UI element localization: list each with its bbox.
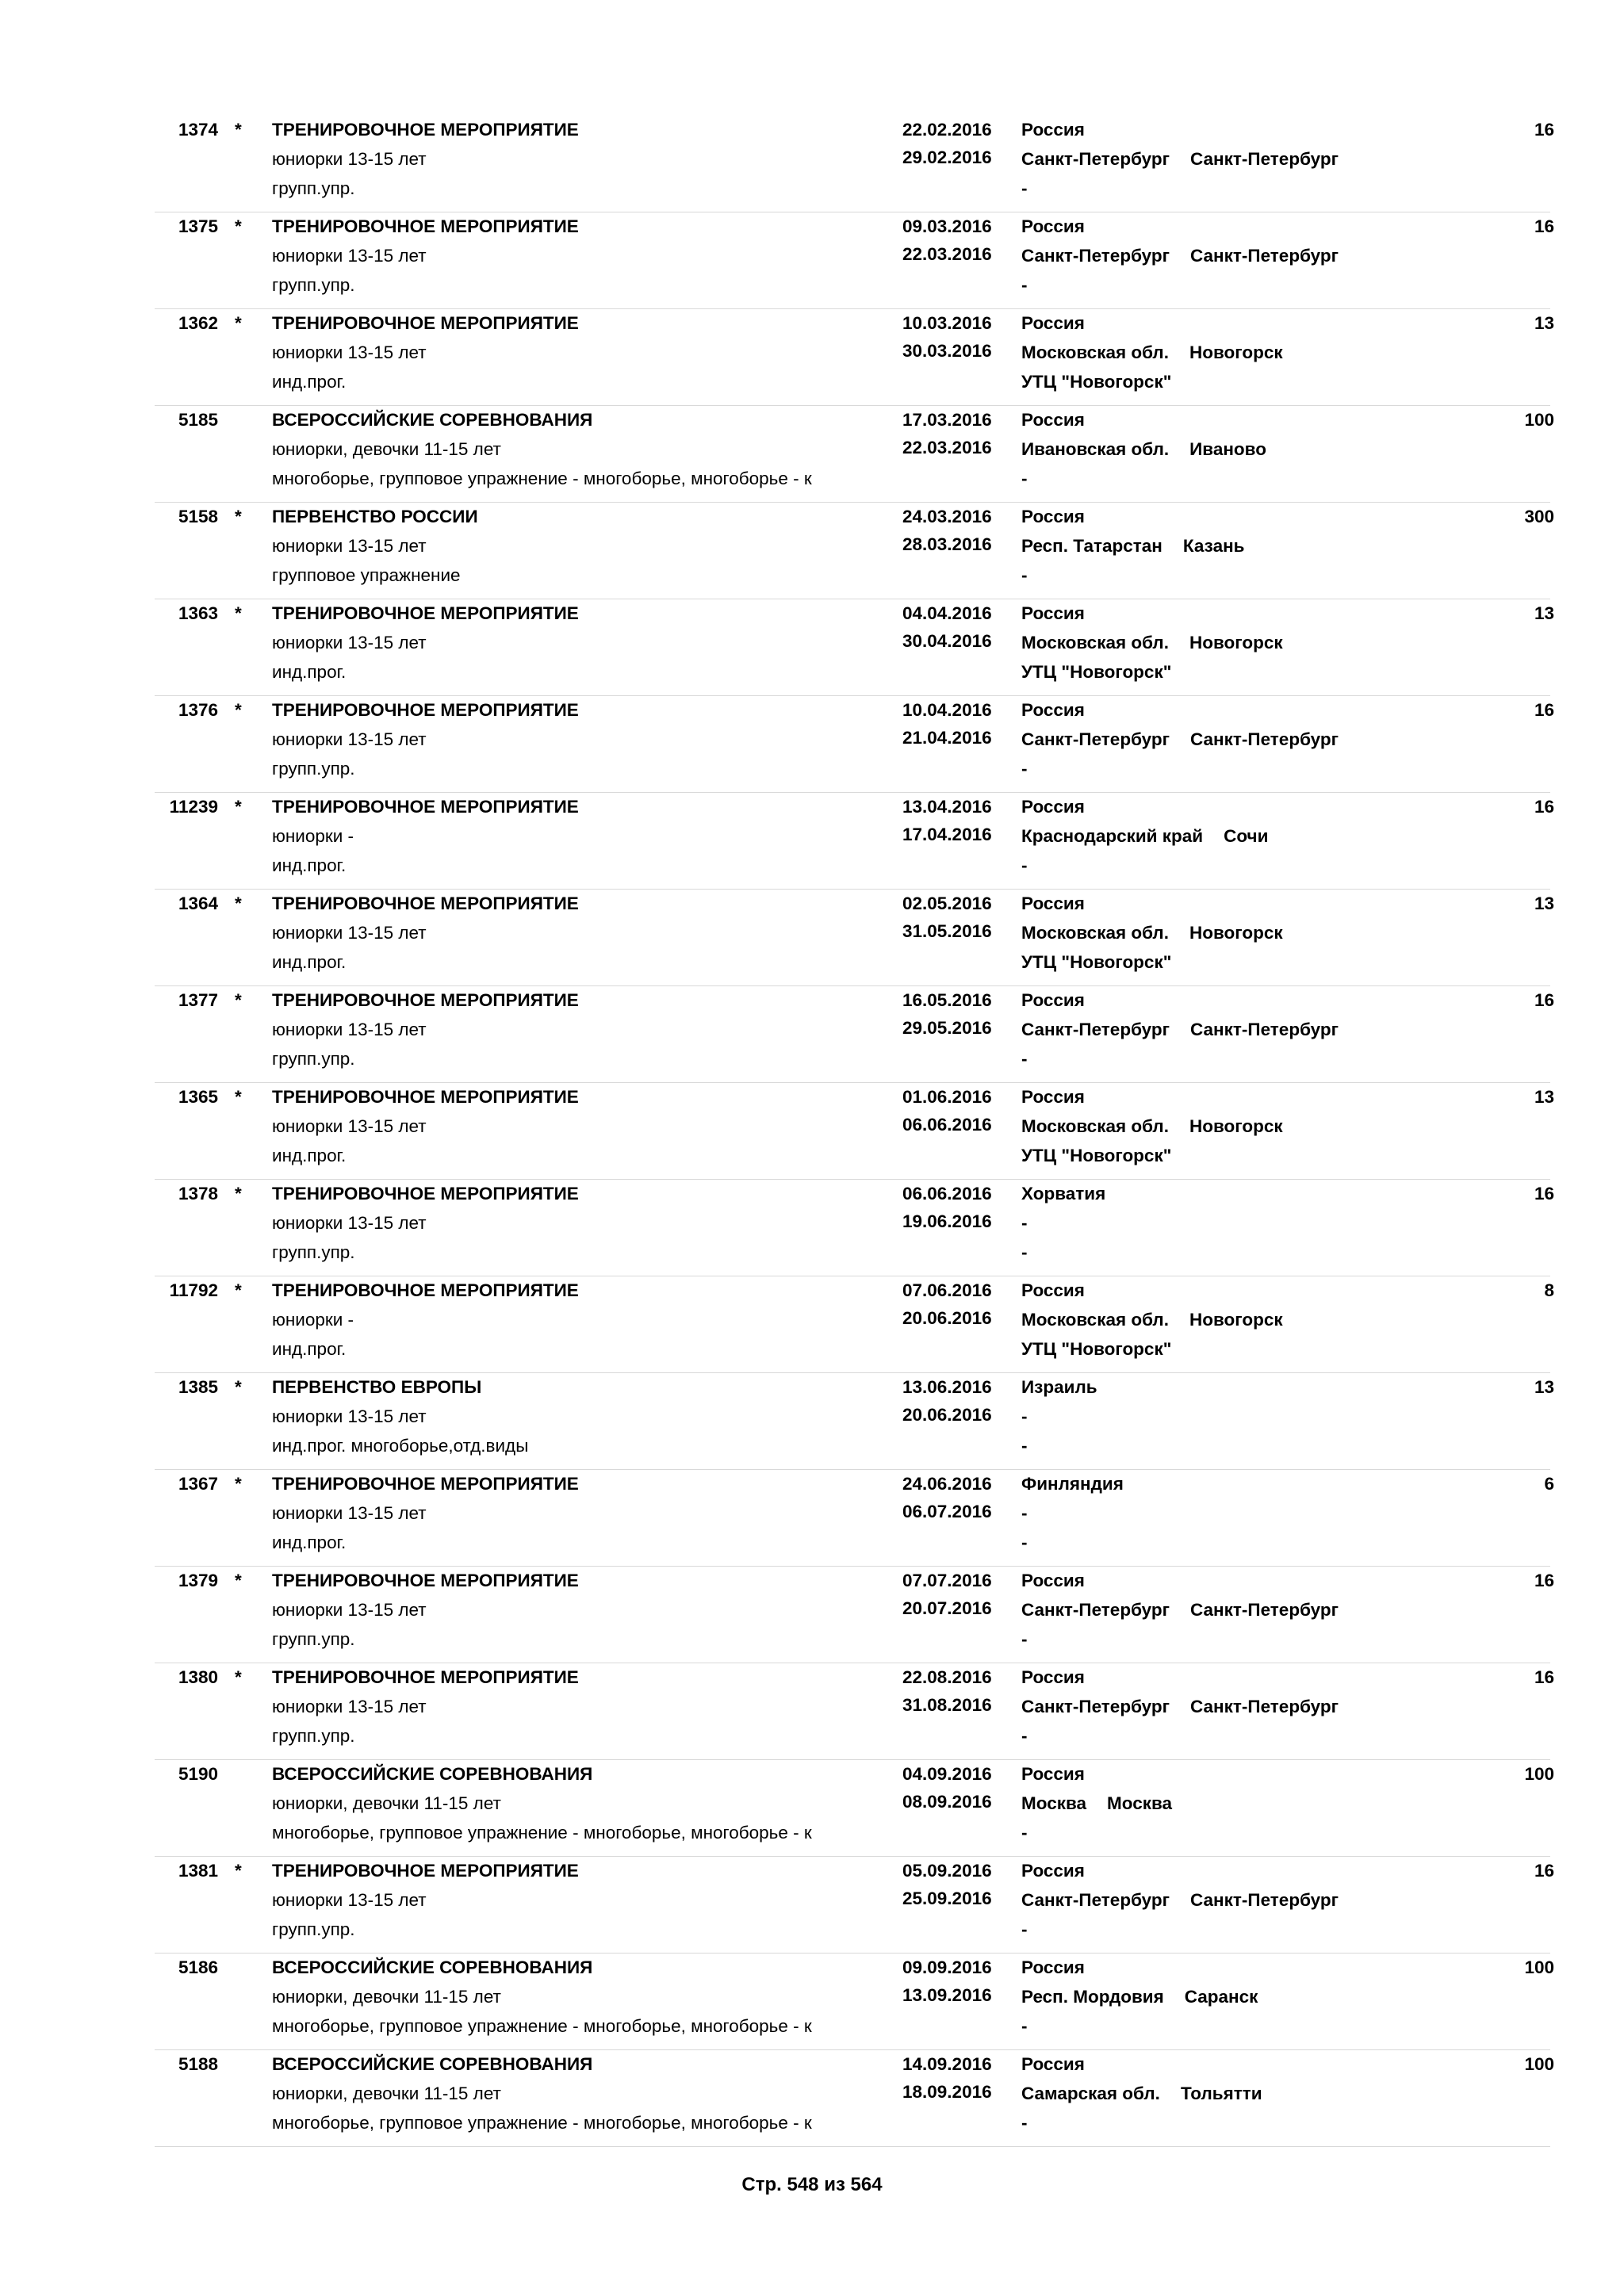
event-date-end: 20.07.2016 — [902, 1598, 992, 1618]
event-venue: - — [1021, 1919, 1028, 1939]
event-row — [155, 696, 1554, 793]
event-discipline: групп.упр. — [272, 759, 355, 779]
event-country: Россия — [1021, 1280, 1085, 1300]
event-id: 5186 — [178, 1957, 218, 1977]
event-discipline: групп.упр. — [272, 1919, 355, 1939]
event-date-end: 08.09.2016 — [902, 1792, 992, 1812]
event-participants: 16 — [1534, 1861, 1554, 1881]
event-city: Сочи — [1224, 826, 1269, 846]
event-country: Россия — [1021, 1571, 1085, 1590]
event-participants: 16 — [1534, 1184, 1554, 1203]
event-region: Санкт-Петербург — [1021, 1600, 1170, 1620]
event-category: юниорки 13-15 лет — [272, 342, 427, 362]
event-date-end: 22.03.2016 — [902, 244, 992, 264]
event-row — [155, 406, 1554, 503]
event-date-end: 22.03.2016 — [902, 438, 992, 457]
event-date-start: 07.06.2016 — [902, 1280, 992, 1300]
event-id: 5158 — [178, 507, 218, 526]
event-discipline: групп.упр. — [272, 1049, 355, 1069]
event-venue: УТЦ "Новогорск" — [1021, 662, 1172, 682]
event-name: ТРЕНИРОВОЧНОЕ МЕРОПРИЯТИЕ — [272, 603, 579, 623]
event-region: Ивановская обл. — [1021, 439, 1170, 459]
event-discipline: групп.упр. — [272, 1726, 355, 1746]
event-name: ПЕРВЕНСТВО ЕВРОПЫ — [272, 1377, 482, 1397]
event-location — [1021, 342, 1283, 364]
event-category: юниорки 13-15 лет — [272, 246, 427, 266]
event-date-end: 29.02.2016 — [902, 147, 992, 167]
event-date-start: 05.09.2016 — [902, 1861, 992, 1881]
event-participants: 16 — [1534, 797, 1554, 817]
event-star-mark: * — [235, 1667, 242, 1687]
event-region: - — [1021, 1213, 1028, 1233]
event-location — [1021, 245, 1339, 267]
event-row — [155, 503, 1554, 599]
event-participants: 300 — [1524, 507, 1554, 526]
event-location — [1021, 1986, 1258, 2008]
event-country: Россия — [1021, 120, 1085, 140]
event-id: 1367 — [178, 1474, 218, 1494]
event-discipline: инд.прог. — [272, 1533, 347, 1552]
event-category: юниорки 13-15 лет — [272, 536, 427, 556]
event-venue: - — [1021, 1533, 1028, 1552]
event-date-start: 10.03.2016 — [902, 313, 992, 333]
event-discipline: инд.прог. многоборье,отд.виды — [272, 1436, 529, 1456]
event-name: ВСЕРОССИЙСКИЕ СОРЕВНОВАНИЯ — [272, 2054, 593, 2074]
event-date-start: 17.03.2016 — [902, 410, 992, 430]
event-city: Новогорск — [1189, 923, 1283, 943]
event-date-start: 22.02.2016 — [902, 120, 992, 140]
event-venue: - — [1021, 1726, 1028, 1746]
event-date-start: 09.09.2016 — [902, 1957, 992, 1977]
page-number: Стр. 548 из 564 — [741, 2174, 883, 2195]
event-star-mark: * — [235, 1377, 242, 1397]
event-id: 5188 — [178, 2054, 218, 2074]
event-country: Россия — [1021, 1087, 1085, 1107]
event-row — [155, 986, 1554, 1083]
event-country: Россия — [1021, 990, 1085, 1010]
event-region: - — [1021, 1503, 1028, 1523]
event-category: юниорки 13-15 лет — [272, 1697, 427, 1716]
event-city: Санкт-Петербург — [1190, 246, 1339, 266]
event-city: Санкт-Петербург — [1190, 1020, 1339, 1039]
event-star-mark: * — [235, 1571, 242, 1590]
event-location — [1021, 1019, 1339, 1041]
event-participants: 16 — [1534, 1571, 1554, 1590]
event-id: 1379 — [178, 1571, 218, 1590]
event-region: - — [1021, 1406, 1028, 1426]
event-location — [1021, 632, 1283, 654]
event-region: Санкт-Петербург — [1021, 149, 1170, 169]
event-date-end: 06.06.2016 — [902, 1115, 992, 1135]
event-id: 11239 — [169, 797, 218, 817]
event-date-start: 04.09.2016 — [902, 1764, 992, 1784]
event-discipline: инд.прог. — [272, 1339, 347, 1359]
event-name: ТРЕНИРОВОЧНОЕ МЕРОПРИЯТИЕ — [272, 1087, 579, 1107]
event-region: Респ. Мордовия — [1021, 1987, 1164, 2007]
event-row — [155, 1663, 1554, 1760]
event-country: Россия — [1021, 894, 1085, 913]
event-venue: - — [1021, 565, 1028, 585]
event-participants: 16 — [1534, 700, 1554, 720]
event-region: Краснодарский край — [1021, 826, 1204, 846]
event-region: Московская обл. — [1021, 342, 1169, 362]
event-row — [155, 1180, 1554, 1276]
event-date-end: 19.06.2016 — [902, 1211, 992, 1231]
event-date-start: 07.07.2016 — [902, 1571, 992, 1590]
events-table — [155, 116, 1554, 2147]
event-date-start: 02.05.2016 — [902, 894, 992, 913]
event-id: 1376 — [178, 700, 218, 720]
event-participants: 16 — [1534, 216, 1554, 236]
event-id: 1378 — [178, 1184, 218, 1203]
event-city: Новогорск — [1189, 1116, 1283, 1136]
event-date-end: 20.06.2016 — [902, 1308, 992, 1328]
event-row — [155, 1954, 1554, 2050]
event-category: юниорки 13-15 лет — [272, 633, 427, 652]
event-date-start: 24.03.2016 — [902, 507, 992, 526]
event-location — [1021, 1599, 1339, 1621]
event-location — [1021, 535, 1245, 557]
event-region: Московская обл. — [1021, 1310, 1169, 1330]
event-category: юниорки 13-15 лет — [272, 1406, 427, 1426]
event-region: Московская обл. — [1021, 923, 1169, 943]
event-star-mark: * — [235, 313, 242, 333]
event-star-mark: * — [235, 700, 242, 720]
event-discipline: групповое упражнение — [272, 565, 461, 585]
event-id: 1381 — [178, 1861, 218, 1881]
event-category: юниорки 13-15 лет — [272, 149, 427, 169]
event-star-mark: * — [235, 1280, 242, 1300]
event-row — [155, 2050, 1554, 2147]
event-date-start: 10.04.2016 — [902, 700, 992, 720]
event-participants: 100 — [1524, 1764, 1554, 1784]
event-date-end: 25.09.2016 — [902, 1888, 992, 1908]
event-city: Тольятти — [1180, 2084, 1262, 2103]
event-participants: 100 — [1524, 1957, 1554, 1977]
event-date-end: 20.06.2016 — [902, 1405, 992, 1425]
event-location — [1021, 922, 1283, 944]
event-star-mark: * — [235, 1474, 242, 1494]
event-star-mark: * — [235, 120, 242, 140]
event-venue: УТЦ "Новогорск" — [1021, 1146, 1172, 1165]
event-city: Санкт-Петербург — [1190, 1890, 1339, 1910]
event-participants: 8 — [1544, 1280, 1554, 1300]
event-country: Россия — [1021, 1764, 1085, 1784]
event-name: ТРЕНИРОВОЧНОЕ МЕРОПРИЯТИЕ — [272, 1861, 579, 1881]
event-discipline: групп.упр. — [272, 178, 355, 198]
event-country: Россия — [1021, 1957, 1085, 1977]
event-row — [155, 1760, 1554, 1857]
event-id: 1362 — [178, 313, 218, 333]
event-region: Респ. Татарстан — [1021, 536, 1162, 556]
event-row — [155, 1470, 1554, 1567]
event-city: Иваново — [1189, 439, 1266, 459]
event-name: ТРЕНИРОВОЧНОЕ МЕРОПРИЯТИЕ — [272, 990, 579, 1010]
event-category: юниорки 13-15 лет — [272, 1503, 427, 1523]
event-name: ТРЕНИРОВОЧНОЕ МЕРОПРИЯТИЕ — [272, 1474, 579, 1494]
event-date-end: 31.05.2016 — [902, 921, 992, 941]
event-date-end: 30.04.2016 — [902, 631, 992, 651]
event-country: Россия — [1021, 1667, 1085, 1687]
event-venue: - — [1021, 1629, 1028, 1649]
event-country: Россия — [1021, 700, 1085, 720]
event-city: Казань — [1182, 536, 1245, 556]
event-date-start: 01.06.2016 — [902, 1087, 992, 1107]
event-name: ВСЕРОССИЙСКИЕ СОРЕВНОВАНИЯ — [272, 1764, 593, 1784]
event-row — [155, 309, 1554, 406]
event-star-mark: * — [235, 797, 242, 817]
event-region: Москва — [1021, 1793, 1087, 1813]
event-country: Россия — [1021, 507, 1085, 526]
event-country: Россия — [1021, 216, 1085, 236]
event-city: Санкт-Петербург — [1190, 149, 1339, 169]
event-date-start: 24.06.2016 — [902, 1474, 992, 1494]
event-discipline: инд.прог. — [272, 855, 347, 875]
event-row — [155, 1083, 1554, 1180]
event-name: ТРЕНИРОВОЧНОЕ МЕРОПРИЯТИЕ — [272, 1280, 579, 1300]
event-venue: - — [1021, 855, 1028, 875]
event-name: ПЕРВЕНСТВО РОССИИ — [272, 507, 478, 526]
event-name: ТРЕНИРОВОЧНОЕ МЕРОПРИЯТИЕ — [272, 1184, 579, 1203]
event-venue: УТЦ "Новогорск" — [1021, 372, 1172, 392]
event-star-mark: * — [235, 216, 242, 236]
event-venue: - — [1021, 759, 1028, 779]
event-row — [155, 793, 1554, 890]
event-discipline: многоборье, групповое упражнение - многоборье, многоборье - к — [272, 2113, 812, 2133]
event-region: Санкт-Петербург — [1021, 729, 1170, 749]
event-star-mark: * — [235, 507, 242, 526]
event-date-end: 28.03.2016 — [902, 534, 992, 554]
event-participants: 13 — [1534, 894, 1554, 913]
event-location — [1021, 1212, 1048, 1234]
event-row — [155, 1373, 1554, 1470]
event-category: юниорки 13-15 лет — [272, 1116, 427, 1136]
event-city: Санкт-Петербург — [1190, 1600, 1339, 1620]
event-id: 1363 — [178, 603, 218, 623]
event-participants: 13 — [1534, 1087, 1554, 1107]
event-date-start: 22.08.2016 — [902, 1667, 992, 1687]
event-region: Санкт-Петербург — [1021, 1890, 1170, 1910]
event-venue: - — [1021, 1436, 1028, 1456]
event-country: Россия — [1021, 797, 1085, 817]
event-discipline: инд.прог. — [272, 372, 347, 392]
event-date-end: 30.03.2016 — [902, 341, 992, 361]
event-venue: - — [1021, 2113, 1028, 2133]
event-name: ТРЕНИРОВОЧНОЕ МЕРОПРИЯТИЕ — [272, 894, 579, 913]
event-country: Россия — [1021, 410, 1085, 430]
event-discipline: многоборье, групповое упражнение - многоборье, многоборье - к — [272, 469, 812, 488]
event-name: ВСЕРОССИЙСКИЕ СОРЕВНОВАНИЯ — [272, 1957, 593, 1977]
event-city: Новогорск — [1189, 633, 1283, 652]
event-participants: 100 — [1524, 2054, 1554, 2074]
event-participants: 16 — [1534, 1667, 1554, 1687]
event-id: 1364 — [178, 894, 218, 913]
event-city: Санкт-Петербург — [1190, 729, 1339, 749]
event-location — [1021, 148, 1339, 170]
event-star-mark: * — [235, 1184, 242, 1203]
event-category: юниорки 13-15 лет — [272, 1020, 427, 1039]
event-participants: 100 — [1524, 410, 1554, 430]
event-category: юниорки, девочки 11-15 лет — [272, 1793, 501, 1813]
event-region: Самарская обл. — [1021, 2084, 1160, 2103]
event-date-end: 17.04.2016 — [902, 825, 992, 844]
event-category: юниорки, девочки 11-15 лет — [272, 2084, 501, 2103]
event-date-end: 29.05.2016 — [902, 1018, 992, 1038]
event-category: юниорки 13-15 лет — [272, 923, 427, 943]
event-discipline: групп.упр. — [272, 1629, 355, 1649]
event-discipline: инд.прог. — [272, 662, 347, 682]
event-date-start: 14.09.2016 — [902, 2054, 992, 2074]
event-star-mark: * — [235, 990, 242, 1010]
event-name: ТРЕНИРОВОЧНОЕ МЕРОПРИЯТИЕ — [272, 216, 579, 236]
event-category: юниорки, девочки 11-15 лет — [272, 1987, 501, 2007]
event-date-start: 13.06.2016 — [902, 1377, 992, 1397]
event-city: Новогорск — [1189, 342, 1283, 362]
event-location — [1021, 1115, 1283, 1138]
event-category: юниорки - — [272, 826, 354, 846]
event-city: Москва — [1107, 1793, 1173, 1813]
event-discipline: инд.прог. — [272, 1146, 347, 1165]
event-name: ТРЕНИРОВОЧНОЕ МЕРОПРИЯТИЕ — [272, 1667, 579, 1687]
event-discipline: групп.упр. — [272, 1242, 355, 1262]
event-id: 1377 — [178, 990, 218, 1010]
event-star-mark: * — [235, 603, 242, 623]
event-id: 1385 — [178, 1377, 218, 1397]
event-discipline: инд.прог. — [272, 952, 347, 972]
event-country: Россия — [1021, 1861, 1085, 1881]
event-date-end: 18.09.2016 — [902, 2082, 992, 2102]
event-region: Московская обл. — [1021, 1116, 1169, 1136]
event-id: 5185 — [178, 410, 218, 430]
event-location — [1021, 1793, 1172, 1815]
event-participants: 13 — [1534, 1377, 1554, 1397]
event-row — [155, 890, 1554, 986]
event-region: Санкт-Петербург — [1021, 1020, 1170, 1039]
event-date-start: 09.03.2016 — [902, 216, 992, 236]
event-category: юниорки 13-15 лет — [272, 1213, 427, 1233]
event-name: ТРЕНИРОВОЧНОЕ МЕРОПРИЯТИЕ — [272, 120, 579, 140]
event-star-mark: * — [235, 894, 242, 913]
event-row — [155, 1567, 1554, 1663]
event-venue: - — [1021, 1049, 1028, 1069]
event-id: 1375 — [178, 216, 218, 236]
event-location — [1021, 1502, 1048, 1525]
event-country: Россия — [1021, 313, 1085, 333]
event-venue: - — [1021, 1823, 1028, 1843]
event-country: Финляндия — [1021, 1474, 1124, 1494]
event-id: 1374 — [178, 120, 218, 140]
event-participants: 16 — [1534, 120, 1554, 140]
event-country: Израиль — [1021, 1377, 1097, 1397]
event-region: Санкт-Петербург — [1021, 246, 1170, 266]
event-date-start: 16.05.2016 — [902, 990, 992, 1010]
event-participants: 6 — [1544, 1474, 1554, 1494]
event-country: Россия — [1021, 2054, 1085, 2074]
event-region: Московская обл. — [1021, 633, 1169, 652]
event-category: юниорки - — [272, 1310, 354, 1330]
event-row — [155, 212, 1554, 309]
event-row — [155, 116, 1554, 212]
event-date-start: 04.04.2016 — [902, 603, 992, 623]
event-name: ТРЕНИРОВОЧНОЕ МЕРОПРИЯТИЕ — [272, 700, 579, 720]
event-location — [1021, 825, 1268, 848]
event-participants: 16 — [1534, 990, 1554, 1010]
event-location — [1021, 1406, 1048, 1428]
event-city: Новогорск — [1189, 1310, 1283, 1330]
event-venue: УТЦ "Новогорск" — [1021, 1339, 1172, 1359]
event-category: юниорки 13-15 лет — [272, 729, 427, 749]
event-location — [1021, 1309, 1283, 1331]
event-city: Саранск — [1184, 1987, 1258, 2007]
event-location — [1021, 729, 1339, 751]
event-star-mark: * — [235, 1087, 242, 1107]
event-category: юниорки, девочки 11-15 лет — [272, 439, 501, 459]
event-row — [155, 599, 1554, 696]
event-country: Хорватия — [1021, 1184, 1106, 1203]
event-name: ТРЕНИРОВОЧНОЕ МЕРОПРИЯТИЕ — [272, 797, 579, 817]
event-star-mark: * — [235, 1861, 242, 1881]
event-name: ТРЕНИРОВОЧНОЕ МЕРОПРИЯТИЕ — [272, 1571, 579, 1590]
event-date-end: 31.08.2016 — [902, 1695, 992, 1715]
event-date-start: 06.06.2016 — [902, 1184, 992, 1203]
event-category: юниорки 13-15 лет — [272, 1890, 427, 1910]
event-id: 1380 — [178, 1667, 218, 1687]
event-venue: - — [1021, 275, 1028, 295]
event-venue: - — [1021, 2016, 1028, 2036]
event-venue: - — [1021, 469, 1028, 488]
event-venue: УТЦ "Новогорск" — [1021, 952, 1172, 972]
event-name: ТРЕНИРОВОЧНОЕ МЕРОПРИЯТИЕ — [272, 313, 579, 333]
event-discipline: групп.упр. — [272, 275, 355, 295]
event-venue: - — [1021, 178, 1028, 198]
event-location — [1021, 1696, 1339, 1718]
event-id: 11792 — [169, 1280, 218, 1300]
event-name: ВСЕРОССИЙСКИЕ СОРЕВНОВАНИЯ — [272, 410, 593, 430]
event-row — [155, 1276, 1554, 1373]
event-date-end: 13.09.2016 — [902, 1985, 992, 2005]
event-venue: - — [1021, 1242, 1028, 1262]
event-date-end: 21.04.2016 — [902, 728, 992, 748]
event-id: 5190 — [178, 1764, 218, 1784]
event-id: 1365 — [178, 1087, 218, 1107]
event-category: юниорки 13-15 лет — [272, 1600, 427, 1620]
event-region: Санкт-Петербург — [1021, 1697, 1170, 1716]
event-location — [1021, 2083, 1262, 2105]
event-country: Россия — [1021, 603, 1085, 623]
event-date-start: 13.04.2016 — [902, 797, 992, 817]
event-participants: 13 — [1534, 313, 1554, 333]
event-row — [155, 1857, 1554, 1954]
event-city: Санкт-Петербург — [1190, 1697, 1339, 1716]
event-discipline: многоборье, групповое упражнение - многоборье, многоборье - к — [272, 2016, 812, 2036]
event-location — [1021, 1889, 1339, 1911]
event-discipline: многоборье, групповое упражнение - многоборье, многоборье - к — [272, 1823, 812, 1843]
event-participants: 13 — [1534, 603, 1554, 623]
event-location — [1021, 438, 1266, 461]
event-date-end: 06.07.2016 — [902, 1502, 992, 1521]
